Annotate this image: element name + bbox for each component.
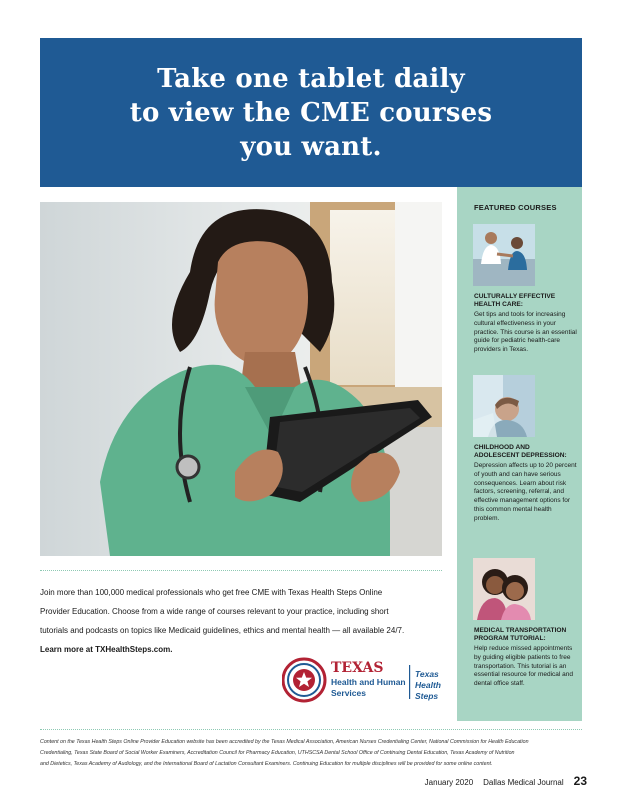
page-number: 23: [573, 774, 587, 788]
learn-more-link[interactable]: Learn more at TXHealthSteps.com.: [40, 645, 173, 654]
headline-line-3: you want.: [240, 131, 382, 162]
publication-name: Dallas Medical Journal: [483, 778, 564, 787]
course-3-title-line-1: MEDICAL TRANSPORTATION: [474, 627, 567, 634]
course-2-description: Depression affects up to 20 percent of youth and can have serious consequences. Learn about risk factors, screening, referral, and effective management options for this common mental health problem.: [474, 462, 577, 522]
footnote-line-2: Credentialing, Texas State Board of Social Worker Examiners, Accreditation Council for Pharmacy Education, UTHSCSA Dental School Office of Continuing Dental Education, Texas Academy of Nutrition: [40, 750, 515, 756]
course-2-title: [474, 444, 578, 461]
logo-steps-line-1: Texas: [415, 669, 439, 679]
course-3-title: [474, 627, 578, 644]
course-2-title-line-1: CHILDHOOD AND: [474, 444, 530, 451]
dotted-divider-top: [40, 570, 442, 571]
footnote-line-3: and Dietetics, Texas Academy of Audiology, and the International Board of Lactation Consultant Examiners. Continuing Education for multiple disciplines will be provided for some online content.: [40, 761, 493, 767]
footnote-line-1: Content on the Texas Health Steps Online Provider Education website has been accredited by the Texas Medical Association, American Nurses Credentialing Center, National Commission for Health Education: [40, 739, 529, 745]
sidebar-heading: FEATURED COURSES: [474, 203, 557, 212]
mother-and-daughter-thumbnail: [473, 558, 535, 620]
logo-steps-line-2: Health: [415, 680, 441, 690]
logo-hhs-line-1: Health and Human: [331, 677, 406, 687]
course-1-description: Get tips and tools for increasing cultural effectiveness in your practice. This course is an essential guide for pediatric health-care providers in Texas.: [474, 311, 577, 354]
dotted-divider-bottom: [40, 729, 582, 730]
nurse-with-tablet-photo: [40, 202, 442, 556]
culturally-effective-care-thumbnail: [473, 224, 535, 286]
issue-date: January 2020: [424, 778, 474, 787]
body-line-1: Join more than 100,000 medical professionals who get free CME with Texas Health Steps Online: [40, 588, 383, 597]
body-line-3: tutorials and podcasts on topics like Medicaid guidelines, ethics and mental health — all available 24/7.: [40, 626, 405, 635]
logo-steps-line-3: Steps: [415, 691, 439, 701]
body-line-2: Provider Education. Choose from a wide range of courses relevant to your practice, including short: [40, 607, 389, 616]
accreditation-footnote: [40, 737, 582, 770]
course-1-title: [474, 293, 578, 310]
course-1-title-line-1: CULTURALLY EFFECTIVE: [474, 293, 556, 300]
headline-banner: [40, 38, 582, 187]
logo-hhs-line-2: Services: [331, 688, 366, 698]
course-1-title-line-2: HEALTH CARE:: [474, 301, 523, 309]
featured-courses-sidebar: [457, 187, 582, 721]
childhood-depression-thumbnail: [473, 375, 535, 437]
headline-line-1: Take one tablet daily: [157, 63, 465, 94]
headline: [130, 62, 492, 164]
texas-hhs-health-steps-logo: [282, 655, 452, 705]
logo-texas-text: TEXAS: [331, 660, 384, 676]
course-3-description: Help reduce missed appointments by guiding eligible patients to free transportation. This tutorial is an essential resource for medical and dental office staff.: [474, 645, 573, 688]
body-copy: [40, 583, 445, 659]
course-3-title-line-2: PROGRAM TUTORIAL:: [474, 635, 546, 643]
headline-line-2: to view the CME courses: [129, 97, 493, 128]
page-footer: [425, 774, 587, 788]
course-2-title-line-2: ADOLESCENT DEPRESSION:: [474, 452, 567, 460]
